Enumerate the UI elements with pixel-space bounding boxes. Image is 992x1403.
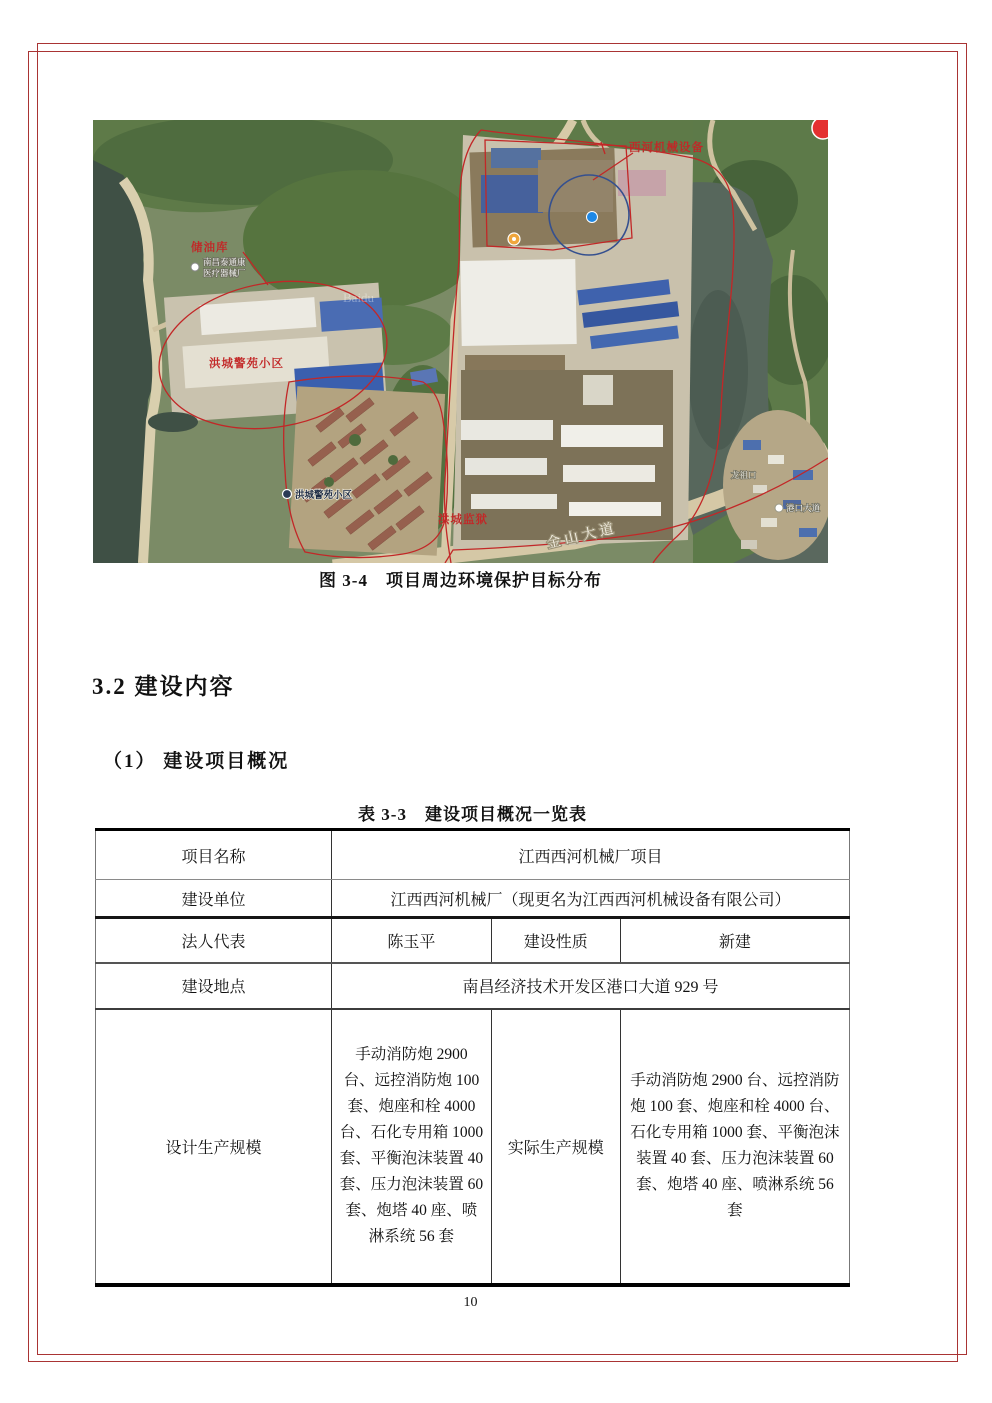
project-overview-table: [95, 828, 850, 1287]
section-heading: 3.2 建设内容: [92, 674, 235, 699]
cell-nature-label: 建设性质: [491, 918, 620, 963]
cell-location-label: 建设地点: [96, 963, 332, 1009]
cell-builder-value: 江西西河机械厂（现更名为江西西河机械设备有限公司）: [332, 880, 850, 918]
label-medical-line2: 医疗器械厂: [203, 268, 246, 278]
cell-location-value: 南昌经济技术开发区港口大道 929 号: [332, 963, 850, 1009]
page-number: 10: [463, 1295, 478, 1310]
label-medical-line1: 南昌泰通康: [203, 257, 246, 267]
poi-marker-medical: [191, 263, 199, 271]
label-jinshan-road: 金山大道: [545, 521, 620, 552]
table-row: [96, 1009, 850, 1285]
map-watermark: Baidu: [343, 290, 375, 305]
cell-project-name-value: 江西西河机械厂项目: [332, 830, 850, 880]
label-gangkou-road: 港口大道: [786, 503, 821, 513]
poi-marker-gangkou: [775, 504, 783, 512]
label-residential-outline: 洪城警苑小区: [209, 358, 284, 370]
label-xihe-equipment: 西河机械设备: [629, 142, 704, 154]
label-residential-place: 洪城警苑小区: [295, 491, 353, 501]
label-oil-depot: 储油库: [191, 242, 229, 254]
satellite-map-figure: [93, 120, 828, 563]
label-prison: 洪城监狱: [438, 514, 488, 526]
cell-design-scale-label: 设计生产规模: [165, 1139, 262, 1157]
satellite-map: [93, 120, 828, 563]
cell-legal-rep-value: 陈玉平: [332, 918, 492, 963]
table-row: [96, 880, 850, 918]
cell-design-scale-value: 手动消防炮 2900 台、远控消防炮 100 套、炮座和栓 4000 台、石化专用箱 1000 套、平衡泡沫装置 40 套、压力泡沫装置 60 套、炮塔 40 座、喷淋系统 56 套: [332, 1009, 492, 1285]
cell-nature-value: 新建: [620, 918, 849, 963]
cell-actual-scale-label: 实际生产规模: [491, 1009, 620, 1285]
blue-dot-marker: [587, 212, 598, 223]
table-title: 表 3-3 建设项目概况一览表: [358, 805, 587, 824]
cell-legal-rep-label: 法人代表: [96, 918, 332, 963]
cell-project-name-label: 项目名称: [96, 830, 332, 880]
figure-caption: 图 3-4 项目周边环境保护目标分布: [319, 571, 602, 590]
cell-actual-scale-value: 手动消防炮 2900 台、远控消防炮 100 套、炮座和栓 4000 台、石化专用箱 1000 套、平衡泡沫装置 40 套、压力泡沫装置 60 套、炮塔 40 座、喷淋系统 56 套: [620, 1009, 849, 1285]
blue-warehouses: [577, 278, 682, 349]
table-row: [96, 963, 850, 1009]
table-row: [96, 830, 850, 880]
village-ground: [723, 410, 828, 560]
subsection-heading: （1） 建设项目概况: [103, 751, 290, 772]
table-row: [96, 918, 850, 963]
label-village: 龙祖口: [731, 470, 757, 480]
residential-ground: [289, 386, 445, 556]
poi-marker-residential: [283, 490, 292, 499]
cell-builder-label: 建设单位: [96, 880, 332, 918]
